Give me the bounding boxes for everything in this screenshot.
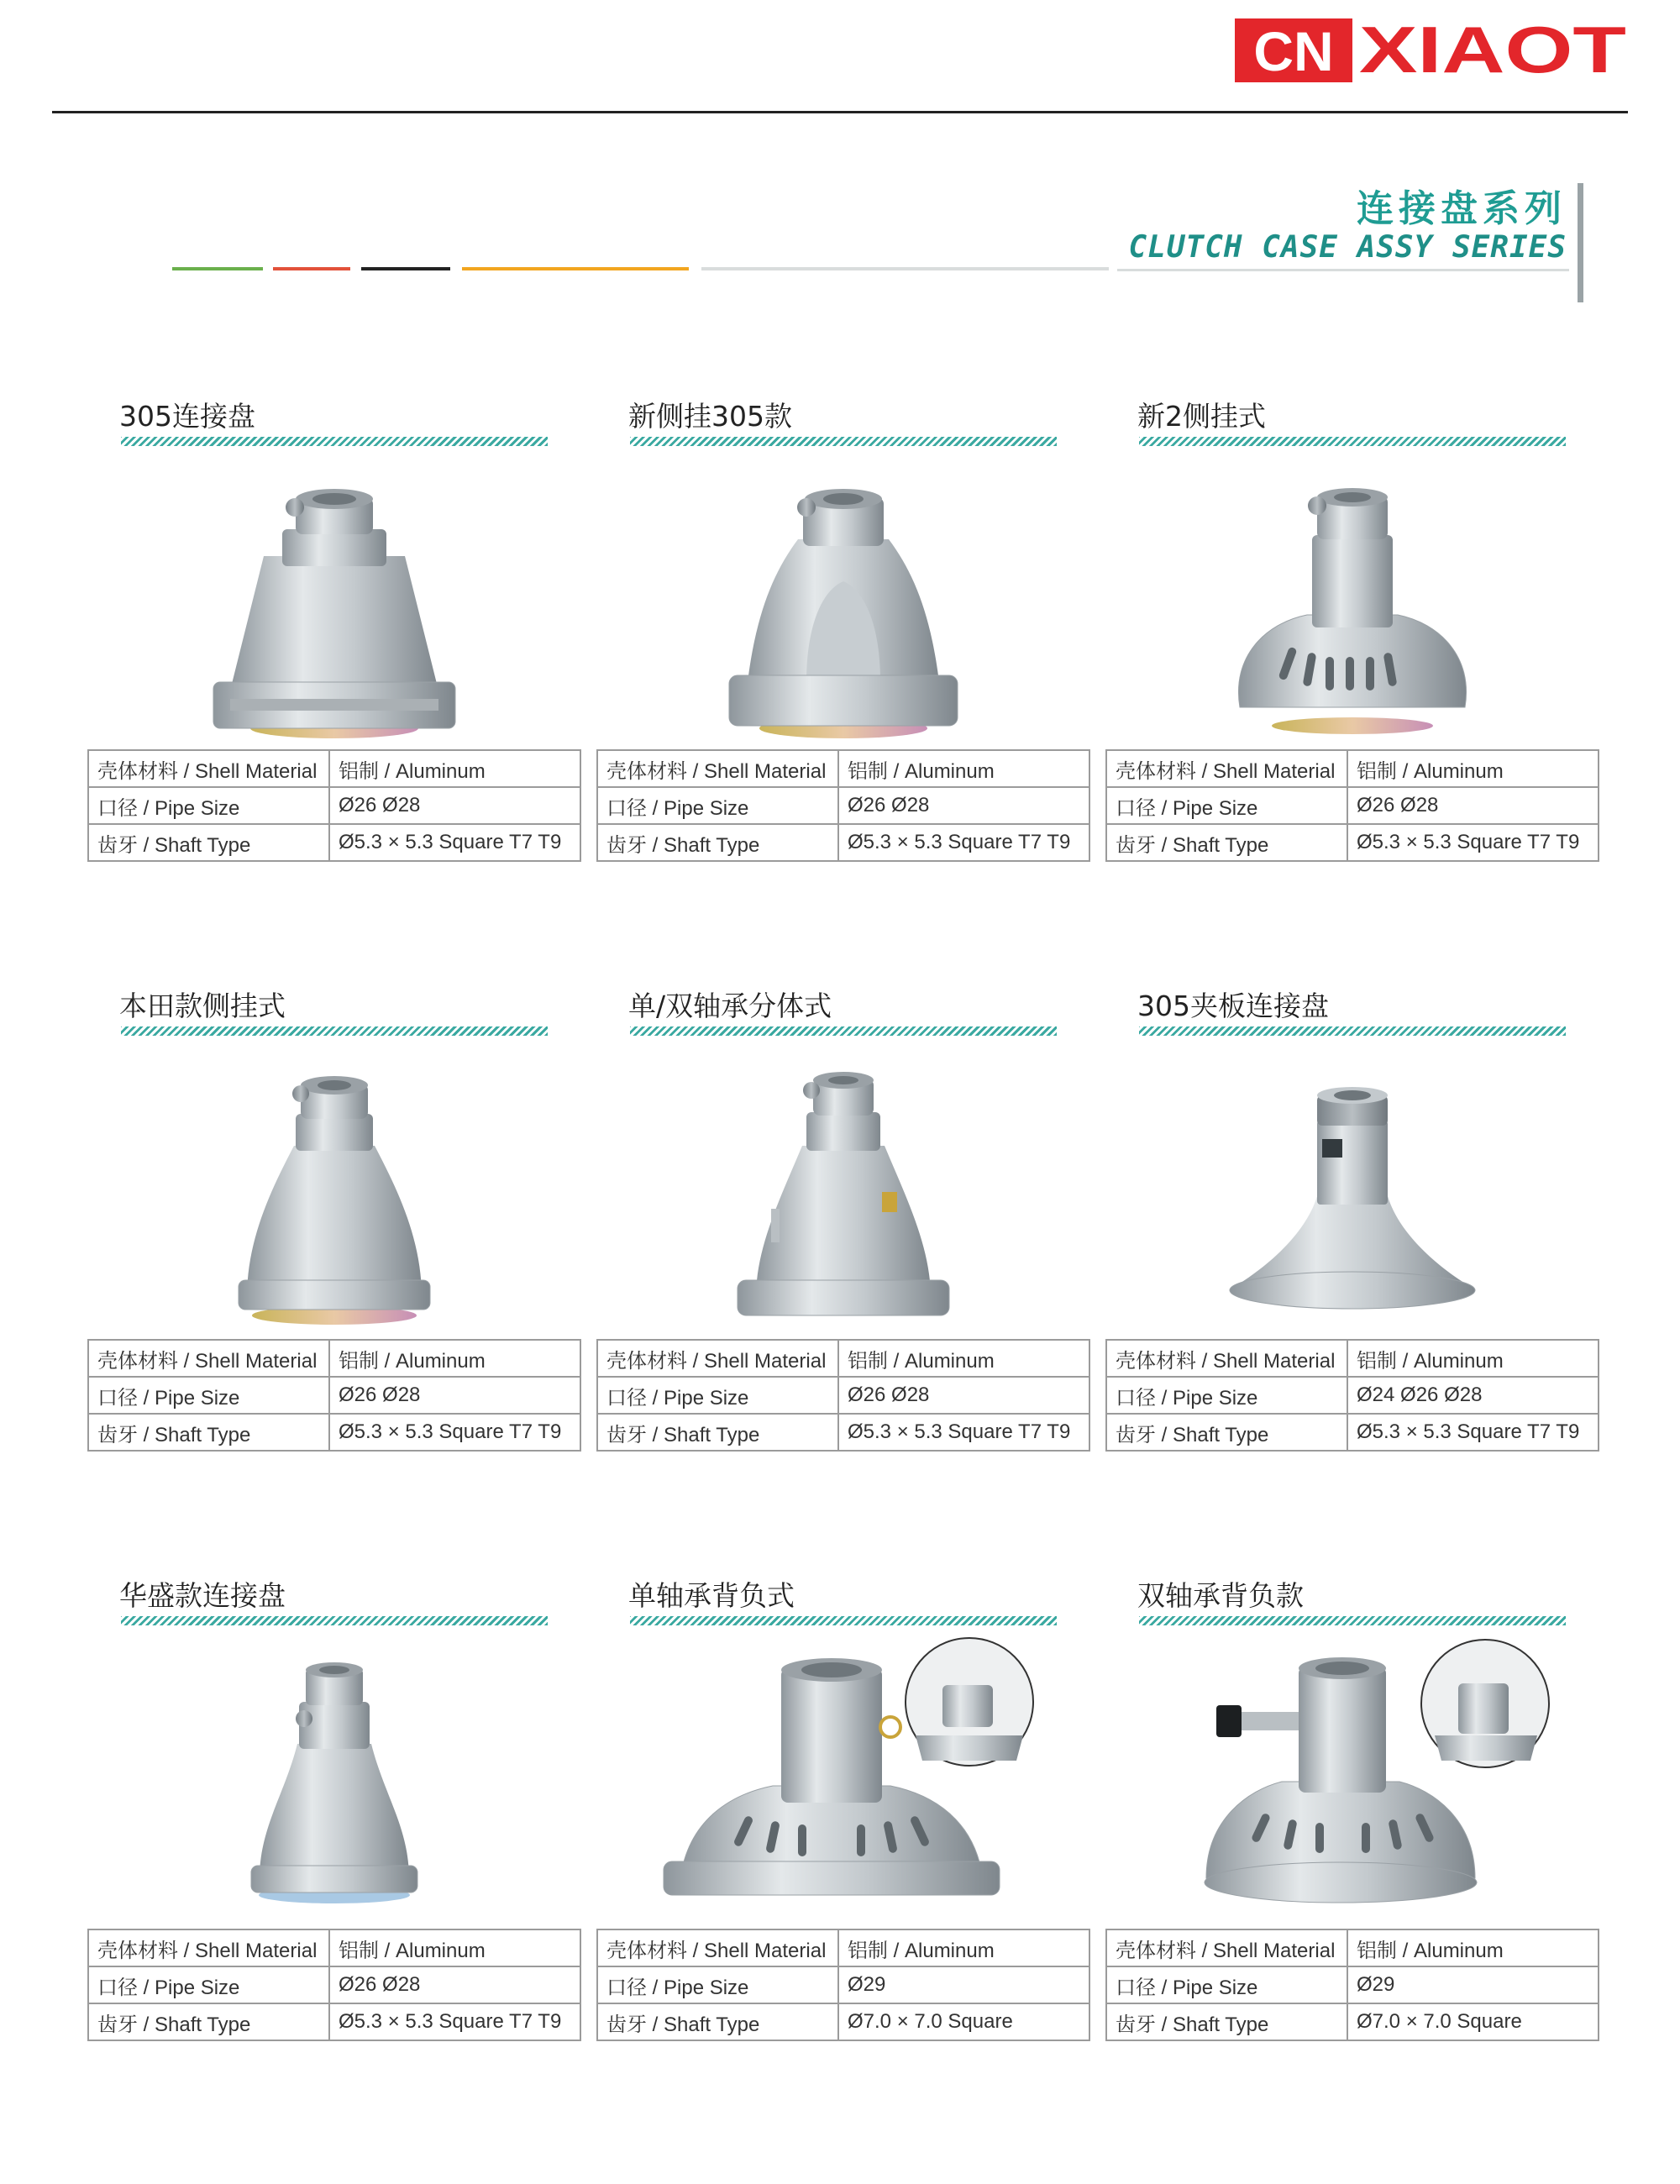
- spec-label: 口径 / Pipe Size: [1106, 787, 1347, 824]
- product-title: 305夹板连接盘: [1137, 990, 1329, 1022]
- spec-value: Ø26 Ø28: [838, 1377, 1089, 1414]
- spec-row: [88, 2003, 580, 2040]
- spec-label: 口径 / Pipe Size: [597, 1966, 838, 2003]
- spec-value: 铝制 / Aluminum: [1347, 1340, 1599, 1377]
- spec-row: [597, 1340, 1089, 1377]
- spec-row: [1106, 2003, 1599, 2040]
- title-hatch-bar: [1139, 1616, 1566, 1625]
- spec-row: [88, 1929, 580, 1966]
- spec-table: [596, 1339, 1090, 1452]
- product-title: 单轴承背负式: [628, 1579, 795, 1612]
- decor-line-green: [172, 267, 263, 270]
- spec-value: Ø29: [838, 1966, 1089, 2003]
- spec-row: [1106, 1414, 1599, 1451]
- spec-row: [88, 1340, 580, 1377]
- product-title: 华盛款连接盘: [119, 1579, 286, 1612]
- spec-row: [597, 1377, 1089, 1414]
- spec-label: 壳体材料 / Shell Material: [597, 1340, 838, 1377]
- spec-row: [597, 750, 1089, 787]
- spec-label: 壳体材料 / Shell Material: [88, 750, 329, 787]
- spec-value: Ø5.3 × 5.3 Square T7 T9: [329, 2003, 580, 2040]
- product-photo: [121, 455, 548, 741]
- spec-row: [1106, 787, 1599, 824]
- spec-label: 壳体材料 / Shell Material: [597, 750, 838, 787]
- spec-label: 口径 / Pipe Size: [1106, 1966, 1347, 2003]
- spec-value: 铝制 / Aluminum: [838, 750, 1089, 787]
- spec-label: 壳体材料 / Shell Material: [1106, 1929, 1347, 1966]
- spec-table: [1105, 1339, 1599, 1452]
- brand-logo: [1235, 18, 1630, 82]
- spec-table: [87, 1339, 581, 1452]
- spec-value: 铝制 / Aluminum: [1347, 1929, 1599, 1966]
- spec-value: Ø29: [1347, 1966, 1599, 2003]
- spec-table: [1105, 1929, 1599, 2041]
- decor-line-red: [273, 267, 350, 270]
- product-photo: [630, 1045, 1057, 1331]
- decor-line-black: [361, 267, 450, 270]
- spec-label: 齿牙 / Shaft Type: [597, 1414, 838, 1451]
- spec-label: 口径 / Pipe Size: [88, 787, 329, 824]
- spec-row: [597, 2003, 1089, 2040]
- spec-label: 壳体材料 / Shell Material: [1106, 750, 1347, 787]
- spec-value: Ø7.0 × 7.0 Square: [1347, 2003, 1599, 2040]
- spec-table: [596, 1929, 1090, 2041]
- spec-row: [597, 1966, 1089, 2003]
- spec-value: Ø7.0 × 7.0 Square: [838, 2003, 1089, 2040]
- header-rule: [52, 111, 1628, 113]
- spec-value: Ø26 Ø28: [1347, 787, 1599, 824]
- product-photo: [1139, 1045, 1566, 1331]
- spec-label: 齿牙 / Shaft Type: [597, 2003, 838, 2040]
- product-photo: [121, 1045, 548, 1331]
- spec-row: [597, 787, 1089, 824]
- spec-row: [88, 1966, 580, 2003]
- product-title: 新2侧挂式: [1137, 400, 1266, 433]
- spec-row: [1106, 750, 1599, 787]
- title-hatch-bar: [1139, 1026, 1566, 1036]
- spec-row: [597, 1414, 1089, 1451]
- spec-label: 壳体材料 / Shell Material: [597, 1929, 838, 1966]
- spec-value: Ø26 Ø28: [329, 1377, 580, 1414]
- spec-label: 齿牙 / Shaft Type: [597, 824, 838, 861]
- spec-row: [597, 824, 1089, 861]
- spec-row: [88, 1414, 580, 1451]
- spec-value: 铝制 / Aluminum: [329, 1929, 580, 1966]
- spec-row: [1106, 1966, 1599, 2003]
- spec-table: [87, 749, 581, 862]
- product-title: 双轴承背负款: [1137, 1579, 1304, 1612]
- product-title: 305连接盘: [119, 400, 255, 433]
- product-title: 本田款侧挂式: [119, 990, 286, 1022]
- series-title-cn: 连接盘系列: [1357, 187, 1567, 230]
- spec-value: Ø5.3 × 5.3 Square T7 T9: [1347, 824, 1599, 861]
- spec-label: 齿牙 / Shaft Type: [1106, 2003, 1347, 2040]
- spec-row: [1106, 824, 1599, 861]
- spec-label: 齿牙 / Shaft Type: [88, 824, 329, 861]
- title-hatch-bar: [121, 1026, 548, 1036]
- decor-line-grey: [701, 267, 1109, 270]
- spec-value: 铝制 / Aluminum: [838, 1929, 1089, 1966]
- spec-value: Ø5.3 × 5.3 Square T7 T9: [329, 824, 580, 861]
- series-accent-bar: [1578, 183, 1583, 302]
- spec-table: [1105, 749, 1599, 862]
- spec-value: 铝制 / Aluminum: [329, 1340, 580, 1377]
- spec-row: [597, 1929, 1089, 1966]
- spec-row: [88, 750, 580, 787]
- product-title: 单/双轴承分体式: [628, 990, 832, 1022]
- spec-value: 铝制 / Aluminum: [838, 1340, 1089, 1377]
- product-photo: [1139, 1635, 1566, 1920]
- title-hatch-bar: [630, 1026, 1057, 1036]
- spec-label: 齿牙 / Shaft Type: [88, 2003, 329, 2040]
- spec-label: 口径 / Pipe Size: [597, 787, 838, 824]
- spec-value: Ø5.3 × 5.3 Square T7 T9: [838, 824, 1089, 861]
- series-title-en: CLUTCH CASE ASSY SERIES: [1128, 230, 1567, 265]
- title-hatch-bar: [630, 1616, 1057, 1625]
- product-photo: [630, 1635, 1057, 1920]
- product-title: 新侧挂305款: [628, 400, 792, 433]
- spec-label: 口径 / Pipe Size: [1106, 1377, 1347, 1414]
- product-photo: [630, 455, 1057, 741]
- spec-value: Ø26 Ø28: [329, 1966, 580, 2003]
- spec-label: 壳体材料 / Shell Material: [1106, 1340, 1347, 1377]
- title-hatch-bar: [121, 437, 548, 446]
- spec-label: 齿牙 / Shaft Type: [1106, 824, 1347, 861]
- spec-value: 铝制 / Aluminum: [329, 750, 580, 787]
- spec-value: Ø5.3 × 5.3 Square T7 T9: [838, 1414, 1089, 1451]
- product-photo: [121, 1635, 548, 1920]
- spec-row: [1106, 1377, 1599, 1414]
- spec-value: 铝制 / Aluminum: [1347, 750, 1599, 787]
- title-hatch-bar: [1139, 437, 1566, 446]
- spec-row: [88, 1377, 580, 1414]
- spec-label: 齿牙 / Shaft Type: [88, 1414, 329, 1451]
- logo-text-left: CN: [1253, 20, 1334, 82]
- decor-line-orange: [462, 267, 689, 270]
- logo-text-right: XIAOT: [1359, 18, 1626, 82]
- series-underline: [1117, 269, 1569, 271]
- spec-label: 齿牙 / Shaft Type: [1106, 1414, 1347, 1451]
- title-hatch-bar: [121, 1616, 548, 1625]
- spec-label: 壳体材料 / Shell Material: [88, 1340, 329, 1377]
- spec-label: 口径 / Pipe Size: [88, 1377, 329, 1414]
- spec-value: Ø26 Ø28: [329, 787, 580, 824]
- spec-value: Ø5.3 × 5.3 Square T7 T9: [1347, 1414, 1599, 1451]
- spec-value: Ø26 Ø28: [838, 787, 1089, 824]
- spec-table: [596, 749, 1090, 862]
- spec-row: [1106, 1340, 1599, 1377]
- spec-row: [1106, 1929, 1599, 1966]
- spec-label: 口径 / Pipe Size: [88, 1966, 329, 2003]
- spec-label: 口径 / Pipe Size: [597, 1377, 838, 1414]
- spec-row: [88, 787, 580, 824]
- spec-value: Ø5.3 × 5.3 Square T7 T9: [329, 1414, 580, 1451]
- spec-table: [87, 1929, 581, 2041]
- title-hatch-bar: [630, 437, 1057, 446]
- product-photo: [1139, 455, 1566, 741]
- spec-row: [88, 824, 580, 861]
- spec-value: Ø24 Ø26 Ø28: [1347, 1377, 1599, 1414]
- spec-label: 壳体材料 / Shell Material: [88, 1929, 329, 1966]
